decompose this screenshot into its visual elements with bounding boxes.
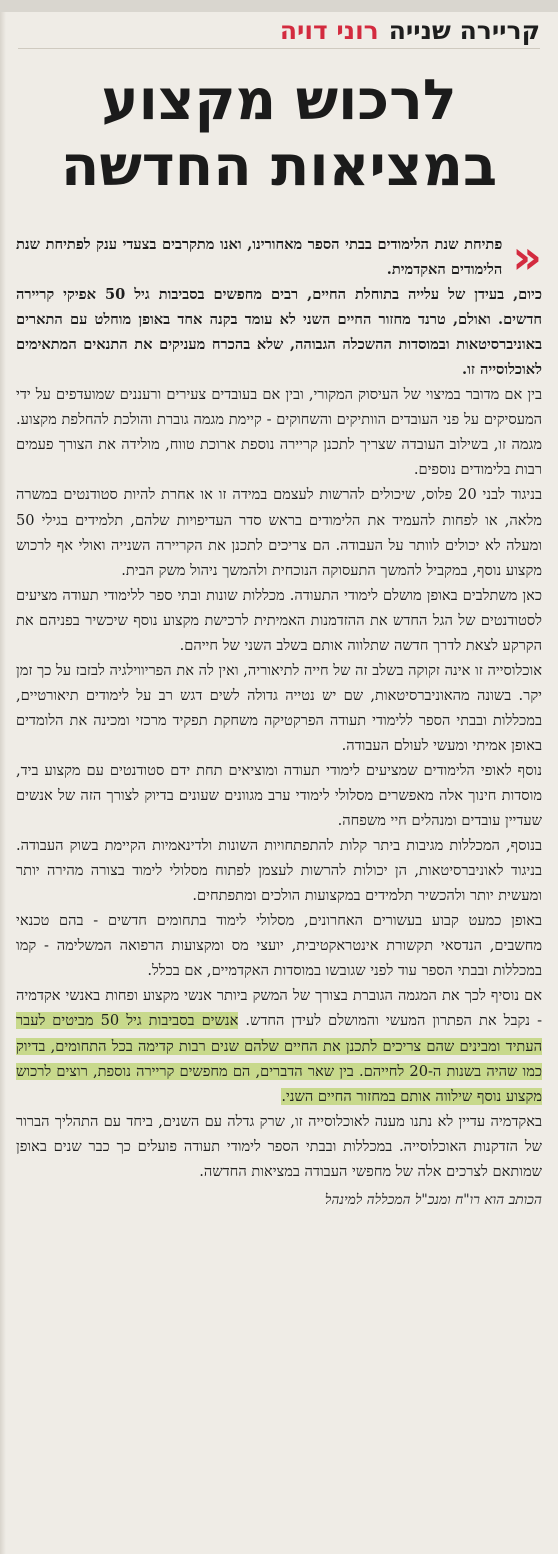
headline-line-1: לרכוש מקצוע [101, 68, 457, 133]
paragraph-3: בניגוד לבני 20 פלוס, שיכולים להרשות לעצמם במידה זו או אחרת להיות סטודנטים במשרה מלאה, או לפחות להעמיד את הלימודים בראש סדר העדיפויות שלהם, תלמידים בגילי 50 ומעלה לא יכולים לוותר על העבודה. הם צריכים לתכנן את הקריירה השנייה ואולי אף לרכוש מקצוע נוסף, במקביל להמשך התעסוקה הנוכחית ולהמשך ניהול משק הבית. [16, 486, 542, 579]
page-title [18, 68, 540, 200]
double-chevron-icon: « [512, 230, 542, 284]
paragraph-10: באקדמיה עדיין לא נתנו מענה לאוכלוסייה זו, שרק גדלה עם השנים, ביחד עם התהליך הברור של הזדקנות האוכלוסייה. במכללות ובבתי הספר לימודי תעודה פועלים כך כבר שנים באופן שמותאם לצרכים אלה של מחפשי העבודה במציאות החדשה. [16, 1112, 542, 1180]
paragraph-9-text: אם נוסיף לכך את המגמה הגוברת בצורך של המשק ביותר אנשי מקצוע ופחות באנשי אקדמיה - נקבל את הפתרון המעשי והמושלם לעידן החדש. [16, 987, 542, 1030]
section-name: קריירה שנייה [388, 15, 540, 45]
paragraph-4: כאן משתלבים באופן מושלם לימודי התעודה. מכללות שונות ובתי ספר ללימודי תעודה מציעים לסטודנטים של הגל החדש את ההזדמנות האמיתית לרכישת מקצוע נוסף שיכשיר בפניהם את הקרקע לצאת לדרך חדשה שתלווה אותם בשלב השני של חייהם. [16, 586, 542, 654]
paragraph-8: באופן כמעט קבוע בעשורים האחרונים, מסלולי לימוד בתחומים חדשים - בהם טכנאי מחשבים, הנדסאי תקשורת אינטראקטיבית, יועצי מס ומקצועות הרפואה המשלימה - קמו במכללות ובבתי הספר עוד לפני שגובשו במוסדות האקדמיים, אם בכלל. [16, 912, 542, 980]
paragraph-5: אוכלוסייה זו אינה זקוקה בשלב זה של חייה לתיאוריה, ואין לה את הפריווילגיה לבזבז על כך זמן יקר. בשונה מהאוניברסיטאות, שם יש נטייה גדולה לשים דגש רב על לימודים תיאורטיים, במכללות ובבתי הספר ללימודי תעודה הפרקטיקה משחקת תפקיד מרכזי ומכינה את הלומדים באופן אמיתי ומעשי לעולם העבודה. [16, 661, 542, 754]
paragraph-1: כיום, בעידן של עלייה בתוחלת החיים, רבים מחפשים בסביבות גיל 50 אפיקי קריירה חדשים. ואולם, טרנד מחזור החיים השני לא עומד בקנה אחד באופן מוחלט עם התארים באוניברסיטאות ובמוסדות ההשכלה הגבוהה, שלא בהכרח מעניקים את התנאים המתאימים לאוכלוסייה זו. [16, 286, 542, 379]
article-body [16, 232, 542, 1213]
lead-paragraph: פתיחת שנת הלימודים בבתי הספר מאחורינו, ואנו מתקרבים בצעדי ענק לפתיחת שנת הלימודים האקדמית. [16, 236, 503, 279]
author-signature: הכותב הוא רו"ח ומנכ"ל המכללה למינהל [324, 1191, 542, 1208]
paragraph-7: בנוסף, המכללות מגיבות ביתר קלות להתפתחויות השונות ולדינאמיות הקיימת בשוק העבודה. בניגוד לאוניברסיטאות, הן יכולות להרשות לעצמן לפתוח מסלולי לימוד בצורה מהירה יותר ומעשית יותר ולהכשיר תלמידים במקצועות הולכים ומתפתחים. [16, 837, 542, 905]
headline-line-2: במציאות החדשה [60, 134, 498, 199]
page-fold-shadow [0, 12, 6, 1554]
top-edge [0, 0, 558, 12]
paragraph-2: בין אם מדובר במיצוי של העיסוק המקורי, ובין אם בעובדים צעירים ורעננים שמועדפים על ידי המעסיקים על פני העובדים הוותיקים והשחוקים - קיימת מגמה גוברת והולכת להחלפת מקצוע. מגמה זו, בשילוב העובדה שצריך לתכנן קריירה נוספת ארוכת טווח, מולידה את הצורך פעמים רבות בלימודים נוספים. [16, 386, 542, 479]
highlighted-passage: אנשים בסביבות גיל 50 מביטים לעבר העתיד ומבינים שהם צריכים לתכנן את החיים שלהם שנים רבות קדימה בכל התחומים, בדיוק כמו שהיה בשנות ה-20 לחייהם. בין שאר הדברים, הם מחפשים קריירה נוספת, רוצים לרכוש מקצוע נוסף שילווה אותם במחזור החיים השני. [16, 1012, 542, 1105]
paragraph-9 [16, 983, 542, 1108]
paragraph-6: נוסף לאופי הלימודים שמציעים לימודי תעודה ומוציאים תחת ידם סטודנטים עם מקצוע ביד, מוסדות חינוך אלה מאפשרים מסלולי לימודי ערב מגוונים שעונים בדיוק לצורך הזה של אנשים שעדיין עובדים ומנהלים חיי משפחה. [16, 761, 542, 830]
column-header [18, 12, 540, 49]
author-name: רוני דויה [279, 15, 379, 45]
